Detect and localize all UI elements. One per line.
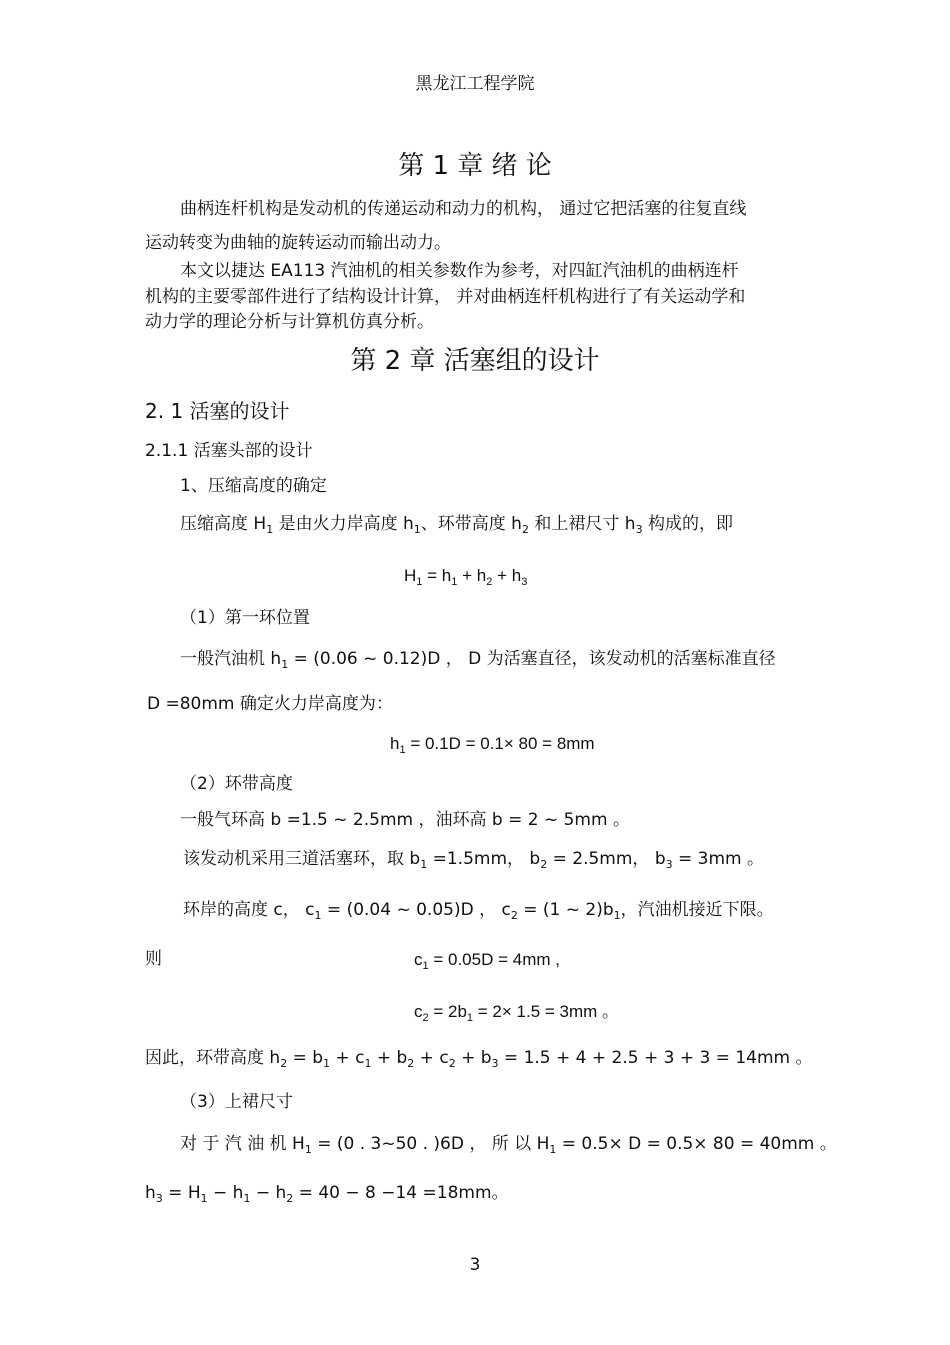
then-label: 则 xyxy=(145,949,162,969)
section-2-1-heading: 2. 1 活塞的设计 xyxy=(145,399,290,423)
subsection-2-1-1-heading: 2.1.1 活塞头部的设计 xyxy=(145,441,313,461)
paragraph-2-line-2: 机构的主要零部件进行了结构设计计算， 并对曲柄连杆机构进行了有关运动学和 xyxy=(145,287,746,307)
ring-height-range-line: 一般气环高 b =1.5 ~ 2.5mm ，油环高 b = 2 ~ 5mm 。 xyxy=(180,810,630,830)
equation-c2: $c_2 = 2b_1 = 2\times 1.5 = 3mm$ 。 xyxy=(414,1002,620,1024)
equation-fire-land: $h_1 = 0.1D = 0.1\times 80 = 8mm$ xyxy=(390,734,595,756)
three-ring-selection-line: 该发动机采用三道活塞环，取 $b_1 =1.5mm$， $b_2 = 2.5mm$， $b_3 = 3mm$ 。 xyxy=(183,849,765,871)
general-gasoline-engine-line: 一般汽油机 $h_1 = (0.06$ ~ 0.12)D ， D 为活塞直径，该发动机的活塞标准直径 xyxy=(180,649,776,671)
piston-diameter-line: D =80mm 确定火力岸高度为： xyxy=(147,694,393,714)
subheading-first-ring-position: （1）第一环位置 xyxy=(180,608,310,628)
paragraph-1-line-1: 曲柄连杆机构是发动机的传递运动和动力的机构， 通过它把活塞的往复直线 xyxy=(180,199,747,219)
page-number: 3 xyxy=(469,1255,481,1275)
paragraph-1-line-2: 运动转变为曲轴的旋转运动而输出动力。 xyxy=(145,233,451,253)
upper-skirt-line: 对 于 汽 油 机 $H_1 = (0$ . 3~50 . )6D ， 所 以 $H_1 = 0.5\times D = 0.5\times 80 = 40mm$ 。 xyxy=(180,1134,837,1156)
chapter-2-title: 第 2 章 活塞组的设计 xyxy=(350,346,600,376)
item-1-heading: 1、压缩高度的确定 xyxy=(180,476,327,496)
paragraph-2-line-1: 本文以捷达 EA113 汽油机的相关参数作为参考，对四缸汽油机的曲柄连杆 xyxy=(180,261,739,281)
equation-h3: $h_3 = H_1 - h_1 - h_2 = 40 - 8 -14 =18mm$。 xyxy=(145,1183,509,1205)
equation-c1: $c_1 = 0.05D = 4mm$ , xyxy=(414,950,560,972)
compression-height-definition: 压缩高度 $H_1$ 是由火力岸高度 $h_1$、环带高度 $h_2$ 和上裙尺寸 $h_3$ 构成的，即 xyxy=(180,514,733,536)
subheading-ring-belt-height: （2）环带高度 xyxy=(180,774,293,794)
chapter-1-title: 第 1 章 绪 论 xyxy=(398,151,552,181)
equation-h1: $H_1 = h_1 + h_2 + h_3$ xyxy=(404,566,528,588)
running-header: 黑龙江工程学院 xyxy=(415,74,535,94)
ring-land-height-line: 环岸的高度 c， $c_1 = (0.04$ ~ 0.05)D ， $c_2 = (1$ ~ $2)b_1$，汽油机接近下限。 xyxy=(183,900,774,922)
paragraph-2-line-3: 动力学的理论分析与计算机仿真分析。 xyxy=(145,312,434,332)
ring-belt-height-result: 因此，环带高度 $h_2 = b_1 + c_1 + b_2 + c_2 + b_3 = 1.5 + 4 + 2.5 + 3 + 3 = 14mm$ 。 xyxy=(145,1048,813,1070)
subheading-upper-skirt: （3）上裙尺寸 xyxy=(180,1092,293,1112)
